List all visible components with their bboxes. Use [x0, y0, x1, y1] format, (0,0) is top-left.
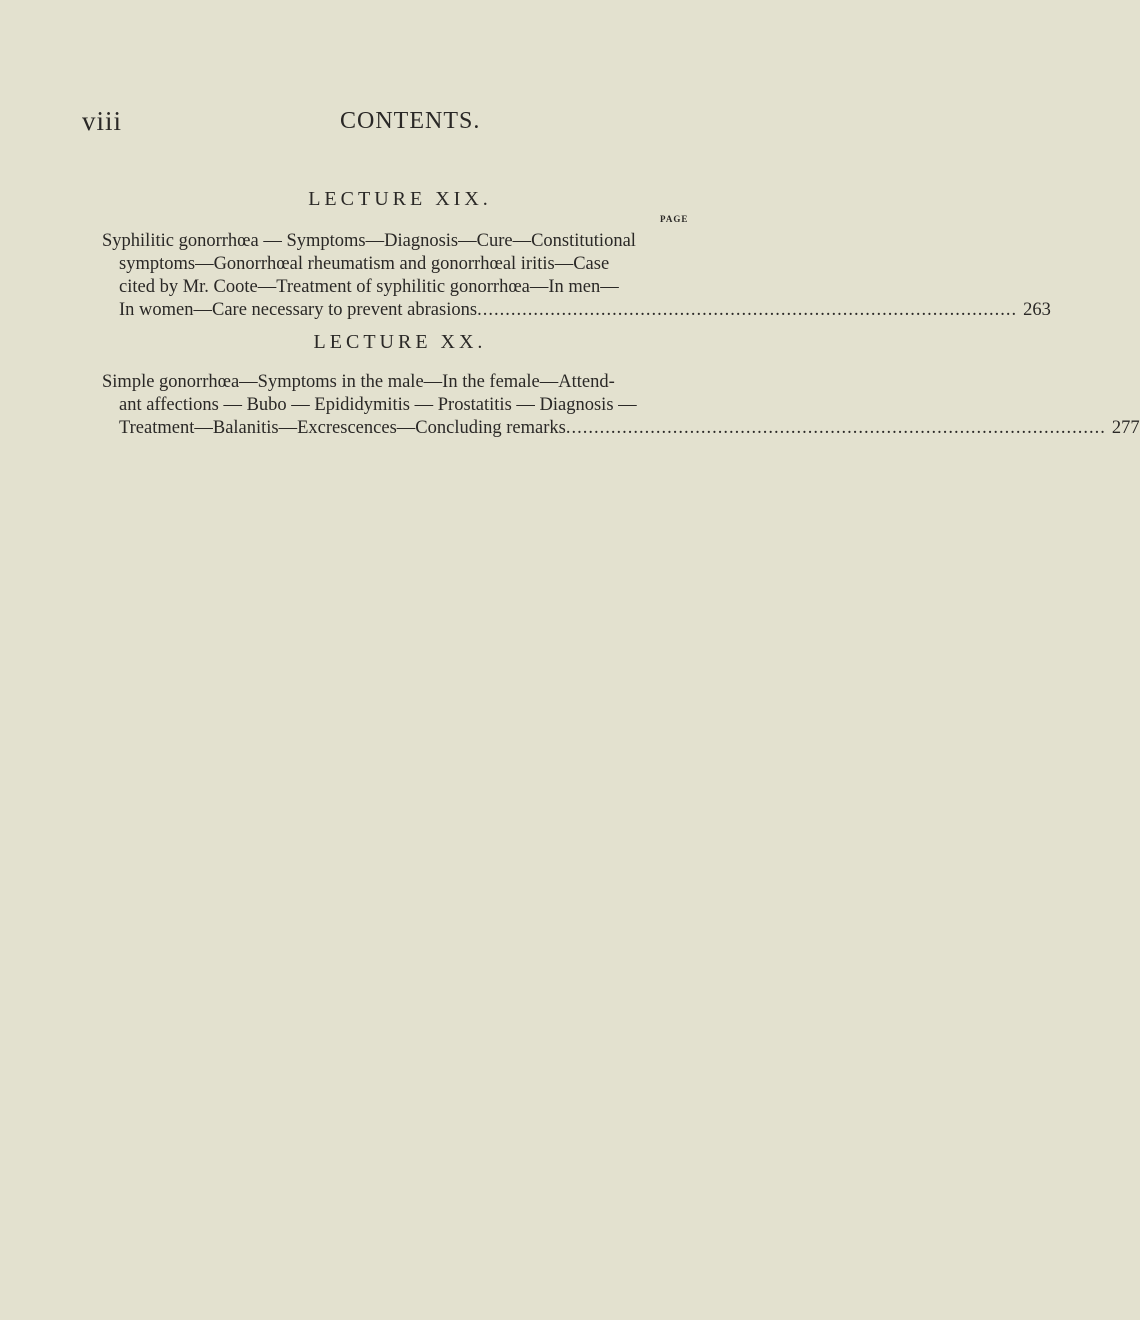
entry-last-line — [102, 417, 1140, 440]
toc-entry — [102, 371, 1140, 440]
entry-last-line — [102, 299, 1051, 322]
entry-line: Simple gonorrhœa—Symptoms in the male—In the female—Attend- — [102, 372, 615, 392]
dot-leader: ................................................................................................ — [565, 418, 1106, 438]
entry-line: Treatment—Balanitis—Excrescences—Concluding remarks — [119, 418, 566, 438]
page-column-label: PAGE — [660, 214, 689, 224]
entry-line: symptoms—Gonorrhœal rheumatism and gonorrhœal iritis—Case — [119, 254, 610, 274]
entry-line: Syphilitic gonorrhœa — Symptoms—Diagnosis—Cure—Constitutional — [102, 231, 636, 251]
dot-leader: ................................................................................................ — [477, 300, 1018, 320]
entry-line: In women—Care necessary to prevent abrasions — [119, 300, 478, 320]
running-head: CONTENTS. — [340, 108, 481, 134]
page-ref: 263 — [1023, 300, 1051, 320]
entry-line: cited by Mr. Coote—Treatment of syphilitic gonorrhœa—In men— — [119, 277, 619, 297]
entry-line: ant affections — Bubo — Epididymitis — Prostatitis — Diagnosis — — [119, 395, 637, 415]
lecture-heading: LECTURE XIX. — [308, 188, 492, 210]
toc-entry — [102, 230, 1051, 322]
page-ref: 277 — [1111, 418, 1140, 438]
lecture-heading: LECTURE XX. — [313, 331, 487, 353]
page-number: viii — [82, 106, 123, 136]
